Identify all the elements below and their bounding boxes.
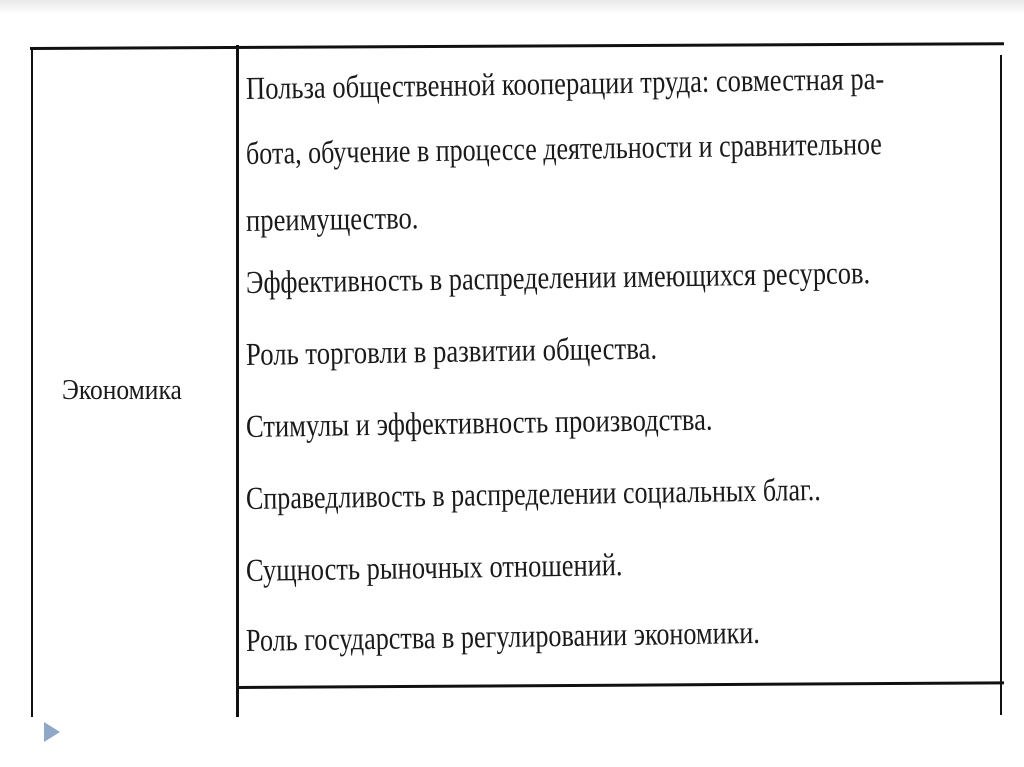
item-line: Роль торговли в развитии общества. — [245, 329, 658, 372]
table-column-divider — [236, 45, 239, 717]
item-line: Польза общественной кооперации труда: совместная ра- — [245, 59, 885, 106]
item-line: бота, обучение в процессе деятельности и сравнительное — [245, 125, 883, 171]
item-line: Роль государства в регулировании экономики. — [245, 613, 761, 658]
item-line: Сущность рыночных отношений. — [245, 546, 623, 588]
category-cell — [40, 360, 226, 420]
item-line: Стимулы и эффективность производства. — [245, 400, 713, 444]
table-left-border — [31, 47, 33, 717]
table-right-border — [1000, 55, 1002, 715]
items-cell — [246, 56, 996, 686]
triangle-right-icon[interactable] — [44, 722, 60, 742]
category-label: Экономика — [62, 374, 182, 406]
table-top-border — [30, 42, 1004, 50]
item-line: преимущество. — [245, 199, 419, 238]
item-line: Справедливость в распределении социальных благ.. — [245, 470, 821, 516]
item-line: Эффективность в распределении имеющихся ресурсов. — [245, 254, 871, 300]
